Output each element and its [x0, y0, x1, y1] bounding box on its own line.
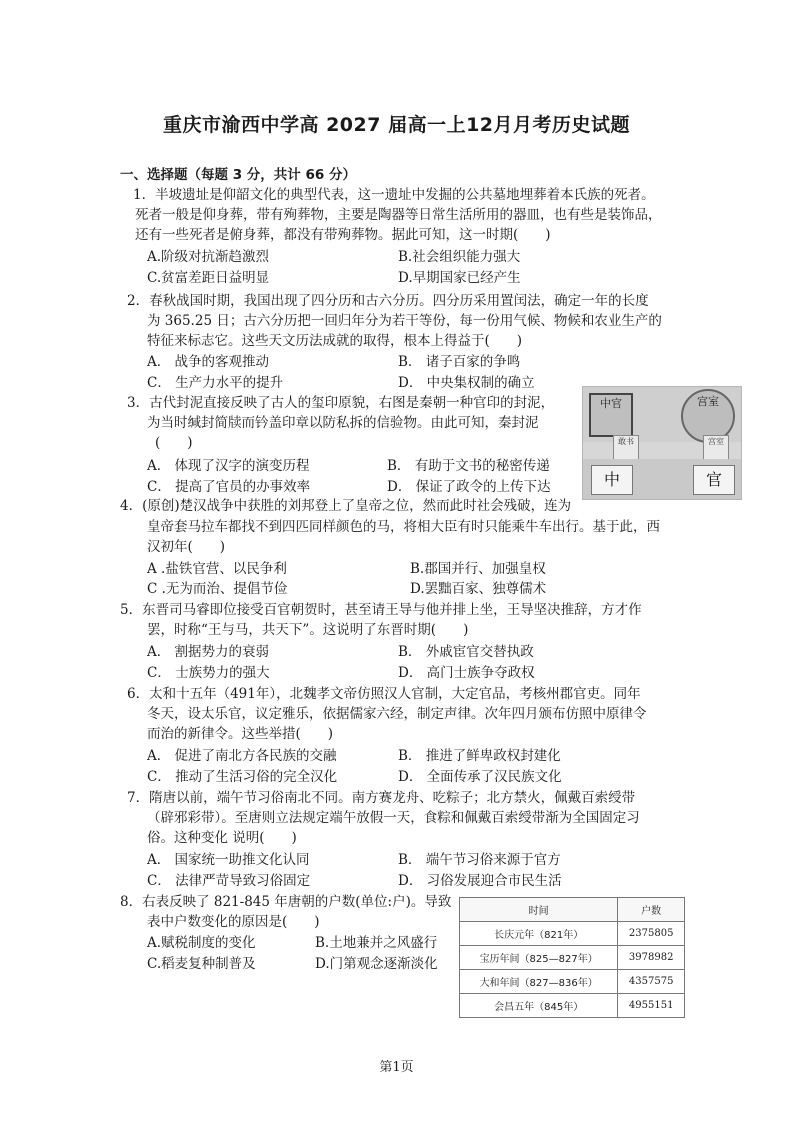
households-cell: 4955151	[618, 994, 685, 1018]
option-b[interactable]: B． 端午节习俗来源于官方	[398, 852, 561, 868]
option-b[interactable]: B.郡国并行、加强皇权	[410, 561, 546, 577]
question-stem-line: （辟邪彩带）。至唐则立法规定端午放假一天，食粽和佩戴百索绶带渐为全国固定习	[147, 810, 640, 826]
option-a[interactable]: A． 促进了南北方各民族的交融	[147, 748, 337, 764]
option-d[interactable]: D.罢黜百家、独尊儒术	[410, 581, 547, 597]
option-b[interactable]: B.社会组织能力强大	[398, 249, 521, 265]
question-stem-line: 罢，时称“王与马，共天下”。这说明了东晋时期( )	[147, 622, 469, 638]
option-c[interactable]: C． 法律严苛导致习俗固定	[147, 873, 311, 889]
clay-seal-image	[582, 386, 742, 500]
question-stem-line: 特征来标志它。这些天文历法成就的取得，根本上得益于( )	[147, 333, 523, 349]
page-number: 第1页	[379, 1060, 414, 1075]
option-d[interactable]: D． 保证了政令的上传下达	[387, 479, 551, 495]
households-cell: 2375805	[618, 922, 685, 946]
period-cell: 会昌五年（845年）	[460, 994, 618, 1018]
table-row	[460, 970, 685, 994]
option-d[interactable]: D． 习俗发展迎合市民生活	[398, 873, 562, 889]
question-stem-line: 还有一些死者是俯身葬，都没有带殉葬物。据此可知，这一时期( )	[135, 227, 551, 243]
option-a[interactable]: A． 体现了汉字的演变历程	[147, 458, 310, 474]
households-cell: 4357575	[618, 970, 685, 994]
column-header-period: 时间	[460, 898, 618, 922]
question-stem-line: 俗。这种变化 说明( )	[147, 830, 297, 846]
question-stem-line: 死者一般是仰身葬，带有殉葬物，主要是陶器等日常生活所用的器皿，也有些是装饰品，	[135, 207, 662, 223]
option-b[interactable]: B． 推进了鲜卑政权封建化	[398, 748, 561, 764]
seal-small-left: 敢书	[613, 435, 639, 461]
question-stem-line: 7．隋唐以前，端午节习俗南北不同。南方赛龙舟、吃粽子；北方禁火，佩戴百索绶带	[127, 790, 636, 806]
question-stem-line: 8．右表反映了 821-845 年唐朝的户数(单位:户)。导致	[120, 894, 452, 910]
seal-square: 中官	[589, 393, 633, 437]
option-a[interactable]: A． 国家统一助推文化认同	[147, 852, 310, 868]
question-stem-line: 而治的新律令。这些举措( )	[147, 726, 334, 742]
option-a[interactable]: A． 战争的客观推动	[147, 354, 270, 370]
option-c[interactable]: C． 士族势力的强大	[147, 665, 270, 681]
option-b[interactable]: B． 有助于文书的秘密传递	[387, 458, 550, 474]
option-c[interactable]: C .无为而治、提倡节俭	[147, 581, 288, 597]
question-stem-line: 为 365.25 日；古六分历把一回归年分为若干等份，每一份用气候、物候和农业生产的	[147, 313, 662, 329]
question-stem-line: 1．半坡遗址是仰韶文化的典型代表，这一遗址中发掘的公共墓地埋葬着本氏族的死者。	[133, 187, 655, 203]
table-row	[460, 922, 685, 946]
column-header-households: 户数	[618, 898, 685, 922]
household-table	[459, 897, 685, 1018]
option-c[interactable]: C． 生产力水平的提升	[147, 375, 284, 391]
period-cell: 大和年间（827—836年）	[460, 970, 618, 994]
seal-char-right: 官	[693, 465, 735, 495]
option-c[interactable]: C.贫富差距日益明显	[147, 270, 270, 286]
question-stem-line: 汉初年( )	[147, 539, 226, 555]
question-stem-line: 6．太和十五年（491年），北魏孝文帝仿照汉人官制，大定官品，考核州郡官吏。同年	[127, 686, 641, 702]
question-stem-line: 3．古代封泥直接反映了古人的玺印原貌，右图是秦朝一种官印的封泥，	[127, 395, 555, 411]
option-a[interactable]: A． 割据势力的衰弱	[147, 644, 270, 660]
seal-small-right: 宫室	[703, 435, 729, 461]
page-title: 重庆市渝西中学高 2027 届高一上12月月考历史试题	[162, 114, 631, 136]
period-cell: 长庆元年（821年）	[460, 922, 618, 946]
option-a[interactable]: A.赋税制度的变化	[147, 935, 256, 951]
option-d[interactable]: D.早期国家已经产生	[398, 270, 521, 286]
option-b[interactable]: B． 外戚宦官交替执政	[398, 644, 534, 660]
question-stem-line: 冬天，设太乐官，议定雅乐，依据儒家六经，制定声律。次年四月颁布仿照中原律令	[147, 706, 647, 722]
option-d[interactable]: D． 全面传承了汉民族文化	[398, 769, 562, 785]
option-c[interactable]: C． 推动了生活习俗的完全汉化	[147, 769, 338, 785]
question-stem-line: 2．春秋战国时期，我国出现了四分历和古六分历。四分历采用置闰法，确定一年的长度	[127, 293, 649, 309]
option-b[interactable]: B． 诸子百家的争鸣	[398, 354, 521, 370]
question-stem-line: ( )	[155, 435, 193, 451]
question-stem-line: 为当时缄封简牍而钤盖印章以防私拆的信验物。由此可知，秦封泥	[147, 415, 539, 431]
seal-round: 宫室	[681, 389, 735, 443]
option-c[interactable]: C.稻麦复种制普及	[147, 956, 256, 972]
period-cell: 宝历年间（825—827年）	[460, 946, 618, 970]
option-d[interactable]: D． 高门士族争夺政权	[398, 665, 535, 681]
households-cell: 3978982	[618, 946, 685, 970]
option-d[interactable]: D． 中央集权制的确立	[398, 375, 535, 391]
option-c[interactable]: C． 提高了官员的办事效率	[147, 479, 311, 495]
question-stem-line: 表中户数变化的原因是( )	[147, 914, 320, 930]
table-row	[460, 946, 685, 970]
option-a[interactable]: A.阶级对抗渐趋激烈	[147, 249, 270, 265]
option-a[interactable]: A .盐铁官营、以民争利	[147, 561, 287, 577]
option-b[interactable]: B.土地兼并之风盛行	[315, 935, 438, 951]
question-stem-line: 4．(原创)楚汉战争中获胜的刘邦登上了皇帝之位，然而此时社会残破，连为	[120, 498, 572, 514]
question-stem-line: 皇帝套马拉车都找不到四匹同样颜色的马，将相大臣有时只能乘牛车出行。基于此，西	[147, 519, 660, 535]
question-stem-line: 5．东晋司马睿即位接受百官朝贺时，甚至请王导与他并排上坐，王导坚决推辞，方才作	[120, 602, 642, 618]
option-d[interactable]: D.门第观念逐渐淡化	[315, 956, 438, 972]
section-heading: 一、选择题（每题 3 分，共计 66 分）	[120, 167, 356, 183]
seal-char-left: 中	[591, 465, 633, 495]
table-row	[460, 994, 685, 1018]
